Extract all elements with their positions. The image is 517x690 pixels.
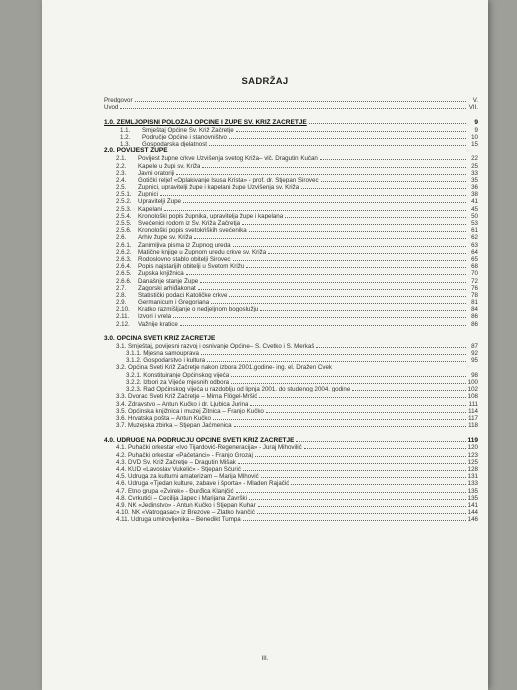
toc-entry-title: Gotički reljef «Oplakivanje Isusa Krista» - prof. dr. Stjepan Sirovec <box>138 176 319 184</box>
toc-entry <box>104 479 478 486</box>
toc-entry-title: 4.10. NK «Vatrogasac» iz Brezove – Zlatko Ivančić <box>116 509 255 516</box>
toc-entry-title: 3.3. Dvorac Sveti Križ Začretje – Mirna Flögel-Mršić <box>116 393 258 400</box>
dot-leader <box>201 349 466 355</box>
toc-entry-page: 35 <box>471 176 478 184</box>
toc-entry <box>104 140 478 147</box>
toc-entry-number: 2.6.3. <box>116 255 132 263</box>
toc-entry <box>104 233 478 240</box>
toc-entry-title: Kapele u župi sv. Križa <box>138 162 201 169</box>
toc-entry <box>104 443 478 450</box>
toc-entry <box>104 226 478 233</box>
toc-entry-page: 65 <box>471 255 478 263</box>
dot-leader <box>231 371 466 377</box>
dot-leader <box>194 233 466 239</box>
toc-entry-number: 2.3. <box>116 169 127 176</box>
toc-entry <box>104 197 478 204</box>
toc-entry-page: 50 <box>471 212 478 219</box>
toc-entry-title: 3.7. Muzejska zbirka – Stjepan Jaćmenica <box>116 422 232 429</box>
toc-entry-title: 4.6. Udruga «Tjedan kulture, zabave i športa» - Mladen Rajačić <box>116 480 290 487</box>
toc-entry <box>104 162 478 169</box>
toc-entry <box>104 472 478 479</box>
toc-entry-page: 76 <box>471 284 478 291</box>
toc-entry-page: 114 <box>468 407 478 414</box>
toc-entry-title: 3.1. Smještaj, povijesni razvoj i osnivanje Općine– S. Cvetko i S. Merkaš <box>116 343 315 350</box>
toc-entry-number: 2.6.2. <box>116 248 132 255</box>
toc-entry-number: 1.1. <box>120 126 131 133</box>
toc-entry-page: 98 <box>471 371 478 378</box>
toc-entry-page: 100 <box>467 378 478 386</box>
toc-entry-page: 135 <box>467 487 478 494</box>
toc-entry-title: Područje Općine i stanovništvo <box>142 133 227 140</box>
toc-entry <box>104 212 478 219</box>
toc-entry-page: 15 <box>471 140 478 148</box>
toc-entry-number: 2.1. <box>116 155 127 162</box>
toc-entry-page: 135 <box>467 494 478 501</box>
toc-entry-title: Gospodarska djelatnost <box>142 140 208 148</box>
toc-entry-page: 61 <box>471 227 478 234</box>
dot-leader <box>209 140 466 146</box>
toc-entry-number: 2.5.5. <box>116 220 132 227</box>
toc-entry-number: 2.6.6. <box>116 277 132 284</box>
toc-entry-number: 2.4. <box>116 176 127 184</box>
dot-leader <box>120 103 466 109</box>
toc-entry <box>104 378 478 385</box>
toc-entry-number: 2.6.5. <box>116 270 132 277</box>
dot-leader <box>160 190 466 196</box>
toc-entry-title: Rodoslovno stablo obitelji Sirovec <box>138 255 231 263</box>
dot-leader <box>255 451 466 457</box>
dot-leader <box>296 436 465 442</box>
toc-entry <box>104 126 478 133</box>
toc-entry-number: 2.5.2. <box>116 198 132 205</box>
toc-entry-page: 118 <box>468 422 478 429</box>
dot-leader <box>229 133 466 139</box>
toc-entry-page: 9 <box>474 119 478 126</box>
dot-leader <box>321 176 466 182</box>
dot-leader <box>257 508 466 514</box>
toc-entry-page: 111 <box>468 400 478 407</box>
toc-entry-title: Župnici <box>138 191 158 198</box>
toc-entry-page: 119 <box>467 437 478 444</box>
toc-entry-page: 95 <box>471 357 478 364</box>
toc-entry-number: 2.5.3. <box>116 205 132 212</box>
toc-entry-number: 2.6.4. <box>116 263 132 270</box>
toc-entry <box>104 320 478 327</box>
toc-entry-page: 146 <box>467 516 478 523</box>
toc-entry-title: 3.1.2. Gospodarstvo i kultura <box>126 357 206 364</box>
toc-entry-title: Kapelani <box>138 205 163 212</box>
toc-section-heading <box>104 436 478 443</box>
dot-leader <box>316 342 466 348</box>
toc-entry-title: Kratko razmišljanje o nedjeljnom bogoslužju <box>138 306 259 313</box>
toc-entry-title: Germanicum i Gregoriana <box>138 299 210 306</box>
toc-entry-title: Zanimljiva pisma iz Župnog ureda <box>138 241 231 248</box>
dot-leader <box>207 356 466 362</box>
toc-section-heading <box>104 335 478 342</box>
toc-entry <box>104 364 478 371</box>
toc-entry <box>104 205 478 212</box>
dot-leader <box>176 169 466 175</box>
toc-entry <box>104 262 478 269</box>
toc-entry-title: Župnici, upravitelji župe i kapelani župe Uzvišenja sv. Križa <box>138 184 300 191</box>
dot-leader <box>320 154 466 160</box>
toc-entry-title: Izvori i vrela <box>138 313 172 320</box>
toc-entry-page: 87 <box>471 343 478 350</box>
toc-entry <box>104 183 478 190</box>
toc-entry-page: 63 <box>471 241 478 248</box>
dot-leader <box>180 320 466 326</box>
toc-entry-title: Svećenici rodom iz Sv. Križa Začretja <box>138 220 241 227</box>
toc-entry-page: 25 <box>471 162 478 169</box>
book-page <box>42 0 488 690</box>
toc-entry-page: 10 <box>471 133 478 140</box>
toc-entry <box>104 312 478 319</box>
dot-leader <box>173 312 466 318</box>
toc-entry <box>104 400 478 407</box>
toc-entry <box>104 349 478 356</box>
dot-leader <box>242 219 466 225</box>
toc-entry <box>104 190 478 197</box>
toc-entry-number: 2.5. <box>116 184 127 191</box>
toc-entry-page: 133 <box>467 480 478 487</box>
toc-entry-page: 53 <box>471 220 478 227</box>
section-gap <box>104 327 478 335</box>
toc-entry <box>104 284 478 291</box>
dot-leader <box>258 501 466 507</box>
dot-leader <box>301 183 466 189</box>
toc-entry <box>104 305 478 312</box>
toc-entry-page: 86 <box>471 313 478 320</box>
toc-entry-number: 2.7. <box>116 284 127 291</box>
dot-leader <box>236 126 466 132</box>
toc-entry-title: 4.9. NK «Jedinstvo» - Antun Kučko i Stjepan Kuhar <box>116 501 256 509</box>
toc-entry <box>104 241 478 248</box>
toc-entry-page: 22 <box>471 155 478 162</box>
toc-entry <box>104 176 478 183</box>
toc-entry-page: 123 <box>467 451 478 458</box>
toc-entry-title: Matične knjige u Župnom uredu crkve sv. Križa <box>138 248 267 255</box>
toc-entry-page: 117 <box>468 414 478 422</box>
toc-entry-title: 3.0. OPĆINA SVETI KRIŽ ZAČRETJE <box>104 334 216 342</box>
toc-entry-title: Važnije kratice <box>138 320 178 327</box>
dot-leader <box>234 421 466 427</box>
dot-leader <box>233 241 466 247</box>
toc-entry <box>104 277 478 284</box>
page-title: SADRŽAJ <box>241 76 289 87</box>
toc-entry-number: 2.8. <box>116 291 127 299</box>
toc-entry <box>104 298 478 305</box>
toc-entry-title: 4.3. DVD Sv. Križ Začretje – Dragutin Mišak <box>116 458 236 465</box>
toc-entry-title: Kronološki popis župnika, upravitelja župe i kapelana <box>138 212 284 219</box>
dot-leader <box>233 255 466 261</box>
toc-entry <box>104 392 478 399</box>
toc-entry-title: 3.2. Općina Sveti Križ Začretje nakon izbora 2001.godine- ing. el. Dražen Čvek <box>116 363 332 371</box>
toc-entry-page: 45 <box>471 205 478 212</box>
section-gap <box>104 110 478 118</box>
toc-entry-title: 4.7. Etno grupa «Zvirek» - Đurđica Klanjčić <box>116 487 234 494</box>
toc-entry-page: 38 <box>471 191 478 198</box>
toc-entry-title: 4.8. Cvrkutići – Cecilija Japec i Marijana Završki <box>116 494 248 501</box>
toc-entry <box>104 407 478 414</box>
toc-entry-page: 131 <box>467 473 478 480</box>
toc-entry <box>104 255 478 262</box>
dot-leader <box>260 305 466 311</box>
toc-entry-title: 4.5. Udruga za kulturni amaterizam – Marija Mihović <box>116 473 259 480</box>
toc-entry-title: Upravitelji Župe <box>138 198 181 205</box>
toc-section-heading <box>104 118 478 125</box>
toc-entry <box>104 501 478 508</box>
dot-leader <box>186 269 466 275</box>
toc-entry-title: 4.11. Udruga umirovljenika – Benedikt Tumpa <box>116 516 241 523</box>
dot-leader <box>291 479 465 485</box>
toc-entry <box>104 291 478 298</box>
toc-entry <box>104 356 478 363</box>
dot-leader <box>198 284 466 290</box>
toc-entry-page: 81 <box>471 299 478 306</box>
dot-leader <box>266 407 466 413</box>
toc-entry-number: 2.5.1. <box>116 191 132 198</box>
dot-leader <box>231 378 466 384</box>
toc-entry-title: 3.2.1. Konstituiranje Općinskog vijeća <box>126 371 230 378</box>
toc-entry-page: 78 <box>471 291 478 299</box>
toc-entry <box>104 371 478 378</box>
dot-leader <box>229 291 466 297</box>
toc-entry <box>104 487 478 494</box>
toc-entry-number: 2.12. <box>116 320 130 327</box>
toc-entry <box>104 451 478 458</box>
toc-entry <box>104 414 478 421</box>
toc-entry <box>104 342 478 349</box>
toc-entry-page: 41 <box>471 198 478 205</box>
toc-entry-title: 3.5. Općinska knjižnica i muzej Žitnica – Franjo Kučko <box>116 407 264 414</box>
dot-leader <box>202 162 466 168</box>
dot-leader <box>236 487 466 493</box>
toc-entry-title: 3.2.2. Izbori za Vijeće mjesnih odbora <box>126 378 230 386</box>
toc-section-heading <box>104 147 478 154</box>
toc-entry <box>104 494 478 501</box>
toc-entry-page: 64 <box>471 248 478 255</box>
toc-entry-number: 1.2. <box>120 133 131 140</box>
dot-leader <box>249 494 466 500</box>
toc-entry-page: 86 <box>471 320 478 327</box>
toc-entry <box>104 103 478 110</box>
toc-entry <box>104 385 478 392</box>
dot-leader <box>213 414 466 420</box>
toc-entry <box>104 154 478 161</box>
toc-entry-title: Kronološki popis svetokriških svećenika <box>138 227 247 234</box>
toc-entry-number: 2.10. <box>116 306 130 313</box>
dot-leader <box>243 515 466 521</box>
dot-leader <box>238 458 466 464</box>
toc-entry <box>104 133 478 140</box>
toc-entry-page: 36 <box>471 184 478 191</box>
toc-entry-title: 4.0. UDRUGE NA PODRUČJU OPĆINE SVETI KRIŽ ZAČRETJE <box>104 437 295 444</box>
toc-entry <box>104 465 478 472</box>
toc-entry-page: 144 <box>467 509 478 516</box>
dot-leader <box>135 96 466 102</box>
toc-entry-number: 2.5.4. <box>116 212 132 219</box>
toc-entry-title: 3.1.1. Mjesna samouprava <box>126 350 199 357</box>
toc-entry-title: Povijest župne crkve Uzvišenja svetog Križa– vlč. Dragutin Kučan <box>138 155 318 162</box>
toc-entry-title: 4.4. KUD «Lavoslav Vukelić» - Stjepan Šćurić <box>116 466 241 473</box>
dot-leader <box>211 298 466 304</box>
dot-leader <box>352 385 465 391</box>
toc-entry-title: 4.2. Puhački orkestar «Pačetanci» - Franjo Grozaj <box>116 451 253 458</box>
toc-entry-page: VII. <box>468 104 478 111</box>
toc-entry-title: 3.2.3. Rad Općinskog vijeća u razdoblju od lipnja 2001. do studenog 2004. godine <box>126 386 351 393</box>
dot-leader <box>268 248 466 254</box>
toc-entry-page: 72 <box>471 277 478 284</box>
toc-entry <box>104 248 478 255</box>
dot-leader <box>246 262 466 268</box>
toc-entry <box>104 458 478 465</box>
toc-entry-title: Zagorski arhiđakonat <box>138 284 196 291</box>
dot-leader <box>259 392 465 398</box>
toc-entry-title: Smještaj Općine Sv. Križ Začretje <box>142 126 234 133</box>
toc-entry-page: 62 <box>471 234 478 241</box>
section-gap <box>104 428 478 436</box>
dot-leader <box>200 277 466 283</box>
toc-entry-number: 2.6.1. <box>116 241 132 248</box>
dot-leader <box>164 205 466 211</box>
toc-entry-title: Arhiv župe sv. Križa <box>138 234 193 241</box>
toc-entry <box>104 169 478 176</box>
toc-entry <box>104 96 478 103</box>
toc-entry-page: V. <box>472 97 478 104</box>
toc-entry-title: 1.0. ZEMLJOPISNI POLOŽAJ OPĆINE I ŽUPE SV. KRIŽ ZAČRETJE <box>104 119 307 126</box>
toc-entry-number: 2.9. <box>116 299 127 306</box>
dot-leader <box>285 212 466 218</box>
toc-entry-page: 9 <box>474 126 478 133</box>
toc-entry-title: Uvod <box>104 104 119 111</box>
toc-entry-page: 33 <box>471 169 478 176</box>
toc-entry-page: 120 <box>467 444 478 451</box>
toc-entry-title: 3.4. Zdravstvo – Antun Kučko i dr. Ljubica Jurina <box>116 400 249 407</box>
toc-entry-number: 2.6. <box>116 234 127 241</box>
toc-entry <box>104 515 478 522</box>
toc-entry-page: 70 <box>471 270 478 277</box>
toc-entry-page: 128 <box>467 466 478 473</box>
toc-entry-title: Javni oratoriji <box>138 169 175 176</box>
toc-entry-page: 84 <box>471 306 478 313</box>
toc-entry-title: Popis najstarijih obitelji u Svetom Križu <box>138 263 245 270</box>
toc-entry-page: 141 <box>467 501 478 509</box>
dot-leader <box>183 197 466 203</box>
dot-leader <box>250 400 466 406</box>
toc-entry-title: 4.1. Puhački orkestar «Ivo Tijardović-Regeneracija» - Juraj Mihovilić <box>116 444 302 451</box>
toc-entry-title: Predgovor <box>104 97 133 104</box>
toc-entry <box>104 219 478 226</box>
toc-entry-number: 2.5.6. <box>116 227 132 234</box>
toc-entry-page: 92 <box>471 350 478 357</box>
toc-entry-title: 3.6. Hrvatska pošta – Antun Kučko <box>116 414 211 422</box>
toc-entry-title: Župska knjižnica <box>138 270 184 277</box>
toc-entry-title: Statistički podaci Katoličke crkve <box>138 291 228 299</box>
toc-entry <box>104 269 478 276</box>
page-number: III. <box>261 655 269 662</box>
toc-entry-page: 102 <box>467 386 478 393</box>
dot-leader <box>243 465 466 471</box>
toc-entry-number: 2.2. <box>116 162 127 169</box>
toc-entry-title: Današnje stanje Župe <box>138 277 199 284</box>
toc-entry-page: 125 <box>467 458 478 465</box>
toc-entry-number: 1.3. <box>120 140 131 148</box>
toc-entry-page: 68 <box>471 263 478 270</box>
toc-entry <box>104 508 478 515</box>
dot-leader <box>309 118 466 124</box>
dot-leader <box>304 443 466 449</box>
dot-leader <box>249 226 466 232</box>
toc-entry-number: 2.11. <box>116 313 130 320</box>
toc-entry-page: 108 <box>467 393 478 400</box>
toc-entry <box>104 421 478 428</box>
dot-leader <box>261 472 466 478</box>
table-of-contents <box>104 96 478 523</box>
toc-entry-title: 2.0. POVIJEST ŽUPE <box>104 147 168 155</box>
